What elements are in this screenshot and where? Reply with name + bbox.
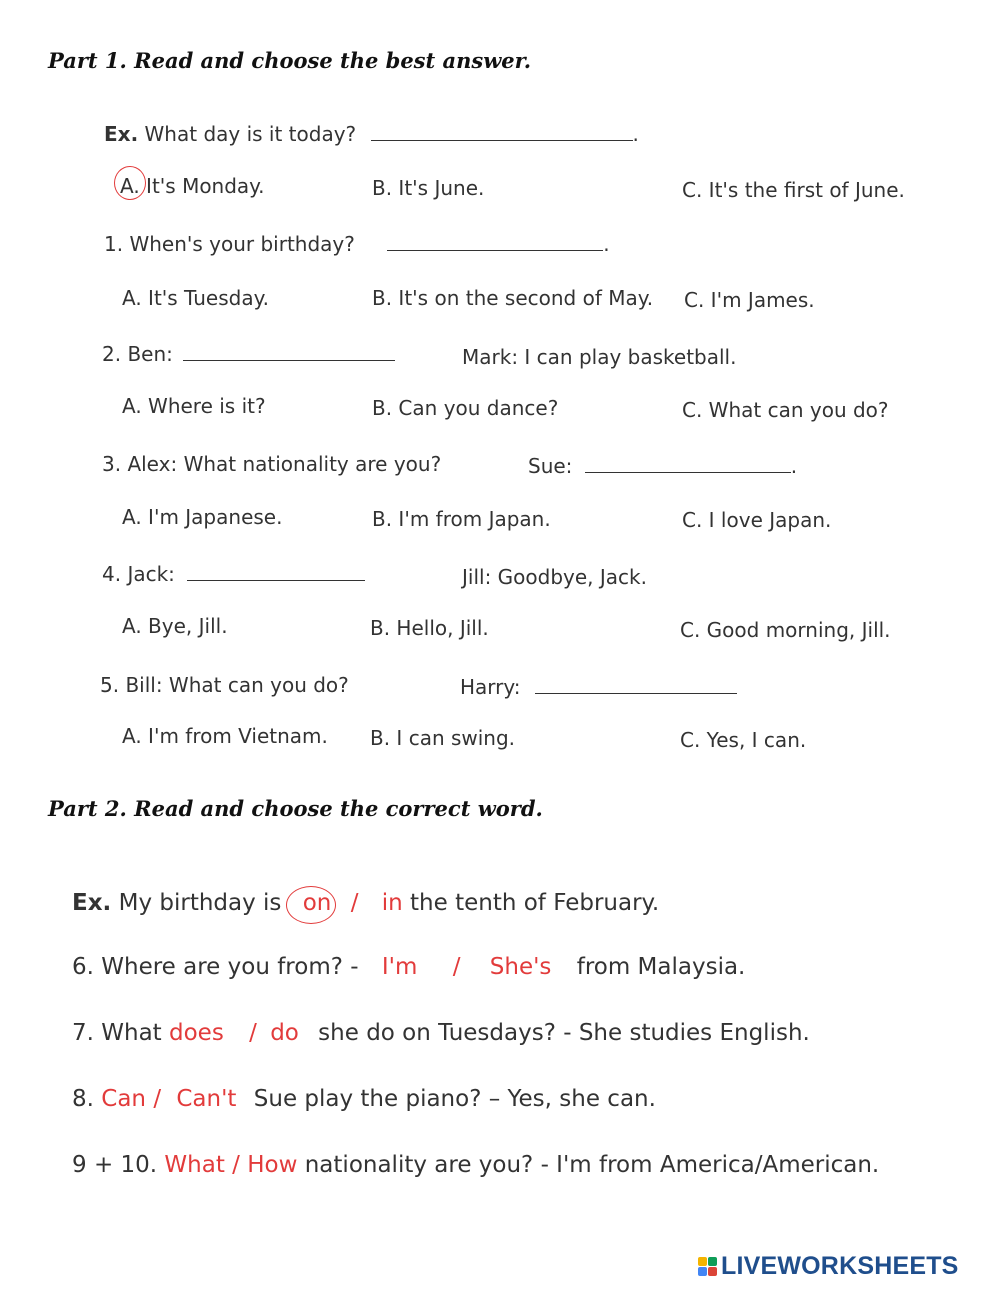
q3-answer-blank[interactable] bbox=[585, 454, 791, 473]
example-question-row bbox=[104, 122, 639, 146]
logo-block-3 bbox=[698, 1267, 707, 1276]
logo-blocks-icon bbox=[698, 1257, 717, 1276]
q1-end: . bbox=[603, 232, 610, 256]
q9-post: nationality are you? - I'm from America/American. bbox=[304, 1152, 880, 1178]
example-option-b: B. It's June. bbox=[372, 176, 485, 200]
liveworksheets-logo bbox=[698, 1252, 959, 1281]
logo-block-2 bbox=[708, 1257, 717, 1266]
example-question: What day is it today? bbox=[144, 122, 357, 146]
q4-answer-blank[interactable] bbox=[187, 562, 365, 581]
example-end: . bbox=[632, 122, 639, 146]
q6-separator: / bbox=[452, 954, 461, 980]
q2-option-c[interactable]: C. What can you do? bbox=[682, 398, 889, 422]
q4-option-b[interactable]: B. Hello, Jill. bbox=[370, 616, 489, 640]
part1-heading: Part 1. Read and choose the best answer. bbox=[48, 48, 532, 73]
q1-answer-blank[interactable] bbox=[387, 232, 603, 251]
example-option-a-text: It's Monday. bbox=[146, 174, 265, 198]
q4-question-row bbox=[102, 562, 365, 586]
q5-option-a[interactable]: A. I'm from Vietnam. bbox=[122, 724, 328, 748]
q8-row bbox=[72, 1086, 656, 1112]
q5-answer-row bbox=[460, 675, 737, 699]
p2-example-option-in[interactable]: in bbox=[381, 890, 403, 916]
q9-pre: 9 + 10. bbox=[72, 1152, 158, 1178]
q9-option-1[interactable]: What bbox=[164, 1152, 225, 1178]
q1-option-c[interactable]: C. I'm James. bbox=[684, 288, 815, 312]
q8-option-2[interactable]: Can't bbox=[176, 1086, 237, 1112]
q2-option-b[interactable]: B. Can you dance? bbox=[372, 396, 559, 420]
q7-separator: / bbox=[249, 1020, 257, 1046]
q2-question-row bbox=[102, 342, 395, 366]
q2-answer-blank[interactable] bbox=[183, 342, 395, 361]
q6-option-2[interactable]: She's bbox=[489, 954, 552, 980]
q6-option-1[interactable]: I'm bbox=[381, 954, 418, 980]
example-answer-blank[interactable] bbox=[371, 122, 633, 141]
q2-option-a[interactable]: A. Where is it? bbox=[122, 394, 266, 418]
q9-separator: / bbox=[232, 1152, 240, 1178]
q5-answer-blank[interactable] bbox=[535, 675, 737, 694]
q6-post: from Malaysia. bbox=[576, 954, 746, 980]
p2-example-option-on[interactable]: on bbox=[302, 890, 332, 916]
q4-right: Jill: Goodbye, Jack. bbox=[462, 565, 647, 589]
q8-option-1[interactable]: Can bbox=[101, 1086, 146, 1112]
q1-question: 1. When's your birthday? bbox=[104, 232, 355, 256]
q7-post: she do on Tuesdays? - She studies English. bbox=[318, 1020, 810, 1046]
q7-option-1[interactable]: does bbox=[169, 1020, 224, 1046]
example-label: Ex. bbox=[104, 122, 139, 146]
q9-10-row bbox=[72, 1152, 879, 1178]
q1-question-row bbox=[104, 232, 610, 256]
q3-left: 3. Alex: What nationality are you? bbox=[102, 452, 442, 476]
q4-left: 4. Jack: bbox=[102, 562, 175, 586]
q6-pre: 6. Where are you from? - bbox=[72, 954, 359, 980]
q4-option-c[interactable]: C. Good morning, Jill. bbox=[680, 618, 891, 642]
q3-option-a[interactable]: A. I'm Japanese. bbox=[122, 505, 283, 529]
example-option-c: C. It's the first of June. bbox=[682, 178, 905, 202]
part2-heading: Part 2. Read and choose the correct word. bbox=[48, 796, 543, 821]
q3-right: Sue: bbox=[528, 454, 573, 478]
q3-option-b[interactable]: B. I'm from Japan. bbox=[372, 507, 551, 531]
p2-example-separator: / bbox=[350, 890, 359, 916]
q8-separator: / bbox=[153, 1086, 162, 1112]
q9-option-2[interactable]: How bbox=[247, 1152, 298, 1178]
q1-option-b[interactable]: B. It's on the second of May. bbox=[372, 286, 654, 310]
q5-left: 5. Bill: What can you do? bbox=[100, 673, 349, 697]
q3-answer-row bbox=[528, 454, 797, 478]
q3-option-c[interactable]: C. I love Japan. bbox=[682, 508, 832, 532]
q7-pre: 7. What bbox=[72, 1020, 162, 1046]
logo-block-4 bbox=[708, 1267, 717, 1276]
logo-block-1 bbox=[698, 1257, 707, 1266]
example-option-a bbox=[120, 174, 265, 198]
p2-example-pre: My birthday is bbox=[118, 890, 282, 916]
q7-option-2[interactable]: do bbox=[270, 1020, 299, 1046]
q6-row bbox=[72, 954, 745, 980]
q1-option-a[interactable]: A. It's Tuesday. bbox=[122, 286, 269, 310]
q5-right: Harry: bbox=[460, 675, 521, 699]
q8-post: Sue play the piano? – Yes, she can. bbox=[253, 1086, 656, 1112]
q3-end: . bbox=[790, 454, 798, 478]
q7-row bbox=[72, 1020, 810, 1046]
q8-pre: 8. bbox=[72, 1086, 94, 1112]
q5-option-c[interactable]: C. Yes, I can. bbox=[680, 728, 807, 752]
logo-text: LIVEWORKSHEETS bbox=[721, 1252, 959, 1280]
q5-option-b[interactable]: B. I can swing. bbox=[370, 726, 516, 750]
p2-example-post: the tenth of February. bbox=[410, 890, 660, 916]
p2-example-row bbox=[72, 890, 659, 916]
q2-right: Mark: I can play basketball. bbox=[462, 345, 737, 369]
q4-option-a[interactable]: A. Bye, Jill. bbox=[122, 614, 228, 638]
p2-example-label: Ex. bbox=[72, 890, 112, 916]
q2-left: 2. Ben: bbox=[102, 342, 173, 366]
example-option-a-letter: A. bbox=[120, 174, 140, 198]
